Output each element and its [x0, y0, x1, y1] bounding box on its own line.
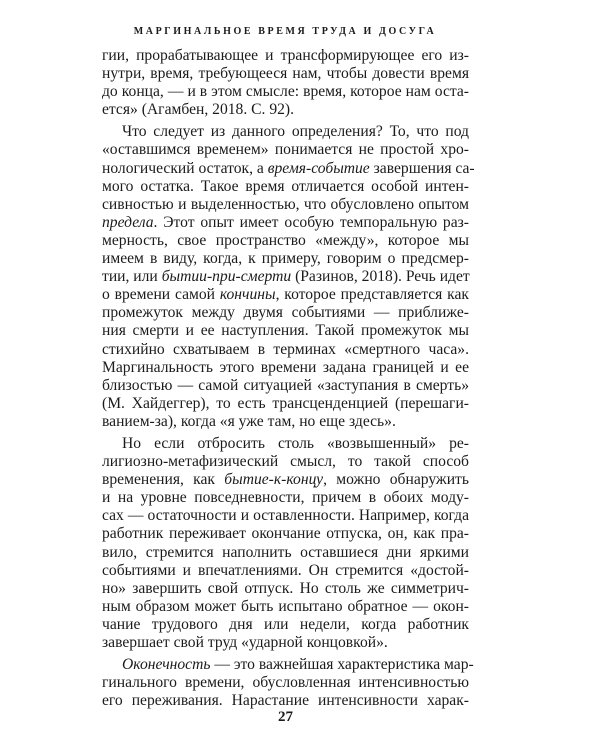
text-segment: стихийно схватываем в терминах «смертного часа».: [102, 340, 469, 358]
text-segment: ным образом может быть испытано обратное — окон-: [102, 597, 469, 615]
text-line: [102, 83, 469, 101]
text-line: [102, 65, 469, 83]
text-line: [102, 580, 469, 598]
text-segment: нутри, время, требующееся нам, чтобы довести время: [102, 65, 469, 83]
text-segment: его переживания. Нарастание интенсивности харак-: [102, 692, 469, 710]
text-line: [102, 507, 469, 525]
text-segment: , можно обнаружить: [323, 471, 469, 489]
text-line: [102, 359, 469, 377]
text-line: [102, 47, 469, 65]
italic-term: время-событие: [267, 159, 370, 177]
italic-term: предела: [102, 213, 154, 231]
text-line: [102, 232, 469, 250]
text-segment: событиями и впечатлениями. Он стремится «достой-: [102, 561, 469, 579]
running-header: МАРГИНАЛЬНОЕ ВРЕМЯ ТРУДА И ДОСУГА: [133, 26, 437, 37]
text-segment: Маргинальность этого времени задана границей и ее: [102, 358, 469, 376]
text-segment: Что следует из данного определения? То, что под: [122, 123, 469, 141]
page-number: 27: [278, 709, 293, 725]
text-segment: ванием-за), когда «я уже там, но еще здесь».: [102, 412, 396, 430]
text-line: [102, 674, 469, 692]
text-segment: до конца, — и в этом смысле: время, которое нам оста-: [102, 83, 469, 101]
italic-term: кончины: [219, 286, 276, 304]
body-text: [102, 47, 475, 710]
text-line: [102, 489, 469, 507]
text-line: [102, 304, 469, 322]
text-line: [102, 562, 469, 580]
text-line: [102, 616, 469, 634]
text-segment: сах — остаточности и оставленности. Например, когда: [102, 507, 469, 525]
text-segment: сивностью и выделенностью, что обусловлено опытом: [102, 195, 469, 213]
text-segment: чание трудового дня или недели, когда работник: [102, 615, 469, 633]
text-line: [102, 214, 469, 232]
text-line: [102, 268, 469, 286]
text-line: [102, 101, 469, 119]
text-segment: ния смерти и ее наступления. Такой промежуток мы: [102, 322, 469, 340]
text-segment: мого остатка. Такое время отличается особой интен-: [102, 177, 469, 195]
text-line: [102, 159, 475, 178]
italic-term: бытие-к-концу: [224, 471, 324, 489]
text-segment: гинального времени, обусловленная интенсивностью: [102, 674, 469, 692]
text-segment: (М. Хайдеггер), то есть трансценденцией (перешаги-: [102, 394, 469, 412]
text-line: [102, 656, 474, 674]
text-line: [102, 525, 469, 543]
text-segment: лигиозно-метафизический смысл, то такой способ: [102, 453, 469, 471]
text-line: [102, 471, 469, 489]
text-segment: о времени самой: [102, 286, 220, 304]
italic-term: бытии-при-смерти: [161, 268, 292, 286]
text-segment: работник переживает окончание отпуска, он, как пра-: [102, 525, 469, 543]
text-segment: нологический остаток, а: [102, 159, 268, 177]
text-segment: промежуток между двумя событиями — приближе-: [102, 304, 469, 322]
text-line: [102, 692, 469, 710]
text-segment: «оставшимся временем» понимается не простой хро-: [102, 141, 469, 159]
text-line: [102, 544, 469, 562]
text-line: [102, 123, 469, 141]
text-line: [102, 395, 469, 413]
text-line: [102, 141, 469, 159]
text-segment: гии, прорабатывающее и трансформирующее его из-: [102, 47, 469, 64]
text-line: [102, 413, 469, 431]
text-segment: завершает свой труд «ударной концовкой».: [102, 634, 388, 651]
text-line: [102, 322, 469, 340]
text-line: [102, 377, 469, 395]
text-segment: и на уровне повседневности, причем в обоих моду-: [102, 489, 469, 507]
text-line: [102, 286, 469, 304]
text-segment: — это важнейшая характеристика мар-: [210, 656, 474, 674]
text-segment: . Этот опыт имеет особую темпоральную раз-: [153, 213, 469, 231]
text-segment: близостью — самой ситуацией «заступания в смерть»: [102, 376, 469, 394]
text-segment: мерность, свое пространство «между», которое мы: [102, 231, 469, 249]
text-line: [102, 435, 469, 453]
text-segment: имеем в виду, когда, к примеру, говорим о предсмер-: [102, 250, 469, 268]
text-line: [102, 598, 469, 616]
text-segment: (Разинов, 2018). Речь идет: [291, 268, 470, 286]
text-line: [102, 634, 469, 652]
text-line: [102, 250, 469, 268]
text-line: [102, 341, 469, 359]
text-segment: , которое представляется как: [275, 286, 469, 304]
text-segment: завершения са-: [369, 159, 475, 177]
text-line: [102, 178, 469, 196]
text-segment: вило, стремится наполнить оставшиеся дни яркими: [102, 543, 469, 561]
text-line: [102, 196, 469, 214]
text-line: [102, 453, 469, 471]
text-segment: но» завершить свой отпуск. Но столь же симметрич-: [102, 579, 469, 597]
text-segment: Но если отбросить столь «возвышенный» ре-: [122, 434, 469, 452]
text-segment: тии, или: [102, 268, 162, 286]
text-segment: временения, как: [102, 471, 225, 489]
text-segment: ется» (Агамбен, 2018. С. 92).: [102, 101, 295, 119]
italic-term: Оконечность: [122, 656, 211, 674]
